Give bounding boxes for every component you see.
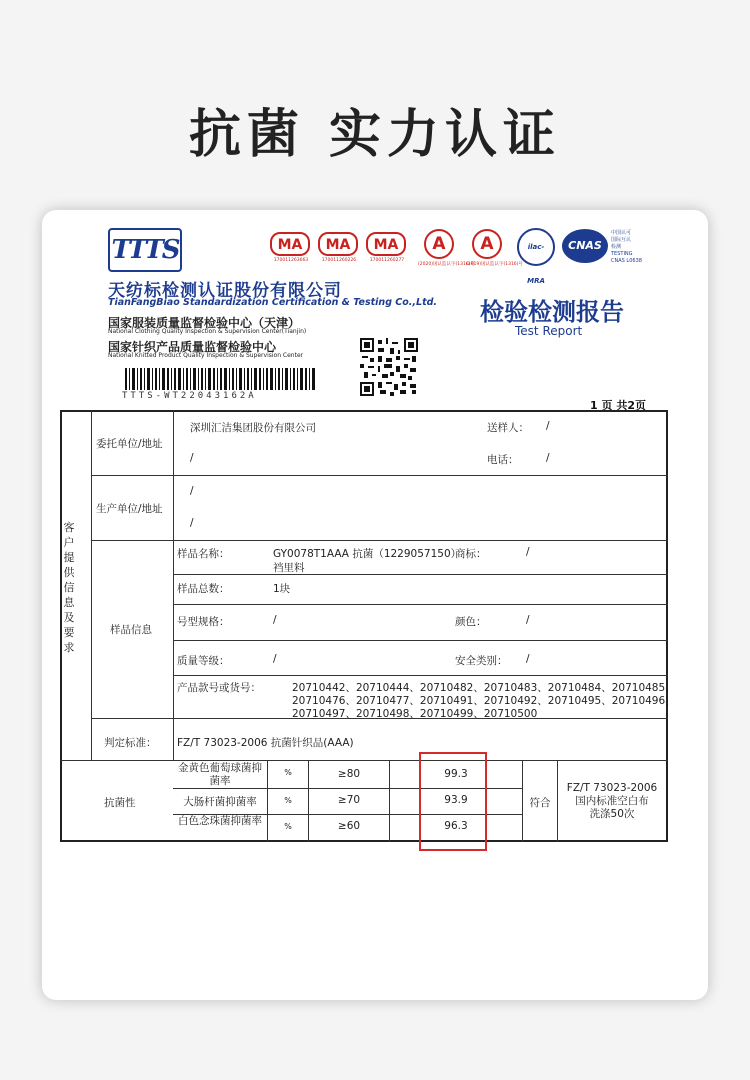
product-no-label: 产品款号或货号： [177,682,261,694]
remark-line: 洗涤50次 [589,808,635,820]
sample-name-label: 样品名称： [177,548,230,560]
cma-mark-2-code: 170011260226 [321,258,357,263]
client-address: / [190,452,194,464]
center2-name-en: National Knitted Product Quality Inspection & Supervision Center [108,352,304,359]
cma-mark-2 [318,232,360,263]
client-name: 深圳汇洁集团股份有限公司 [190,422,316,434]
cma-mark-3-code: 170011260277 [369,258,405,263]
cma-mark-1-code: 170011263663 [273,258,309,263]
conclusion: 符合 [529,797,551,809]
page-number: 1 页 共2页 [590,399,646,412]
safety-value: / [526,653,530,665]
client-label: 委托单位/地址 [96,438,163,450]
sample-count-label: 样品总数： [177,583,230,595]
report-title-cn: 检验检测报告 [480,297,624,326]
barcode [125,368,315,390]
producer-name: / [190,485,194,497]
ilac-mra-logo: ilac-MRA [517,228,555,266]
qr-code [360,338,418,396]
ttts-logo: TTTS [108,228,182,272]
cma-mark-3 [366,232,408,263]
color-label: 颜色： [455,616,487,628]
page-headline: 抗菌 实力认证 [188,105,562,165]
cnas-side-line: CNAS L0638 [611,258,642,264]
model-value: / [273,614,277,626]
sample-info-label: 样品信息 [110,624,152,636]
cma-mark-2-label: MA [318,232,358,256]
cnas-logo: CNAS [562,229,608,263]
barcode-number: TTTS-WT22043162A [122,391,257,401]
row-1-unit: % [284,768,292,777]
row-1-requirement: ≥80 [337,768,361,780]
row-3-requirement: ≥60 [337,820,361,832]
sample-count-value: 1块 [273,583,291,595]
row-1-item: 金黄色葡萄球菌抑菌率 [178,762,262,787]
cnas-side-line: 国际互认 [611,237,632,243]
center1-name-en: National Clothing Quality Inspection & Supervision Center(Tianjin) [108,328,307,335]
cal-mark-2-code: (2019)国认监认字(1316)号 [466,262,523,267]
row-3-result: 96.3 [444,820,468,832]
grade-value: / [273,653,277,665]
cma-mark-1-label: MA [270,232,310,256]
remark-line: FZ/T 73023-2006 [566,782,658,794]
producer-address: / [190,517,194,529]
producer-label: 生产单位/地址 [96,503,163,515]
phone-value: / [546,452,550,464]
row-3-item: 白色念珠菌抑菌率 [178,815,262,827]
row-2-result: 93.9 [444,794,468,806]
antibacterial-label: 抗菌性 [104,797,136,809]
cnas-side-line: TESTING [611,251,633,257]
row-2-item: 大肠杆菌抑菌率 [183,796,257,808]
company-name-cn: 天纺标检测认证股份有限公司 [108,281,342,301]
row-2-requirement: ≥70 [337,794,361,806]
cal-mark-1 [418,229,475,267]
cal-mark-2 [466,229,523,267]
safety-label: 安全类别： [455,655,508,667]
trademark-label: 商标： [455,548,487,560]
row-3-unit: % [284,822,292,831]
trademark-value: / [526,546,530,558]
company-name-en: TianFangBiao Standardization Certification & Testing Co.,Ltd. [108,297,438,308]
section-label: 客户提供信息及要求 [63,521,75,654]
standard-value: FZ/T 73023-2006 抗菌针织品(AAA) [177,737,354,749]
row-2-unit: % [284,796,292,805]
remark-line: 国内标准空白布 [575,795,649,807]
sender-label: 送样人： [487,422,529,434]
cma-mark-3-label: MA [366,232,406,256]
color-value: / [526,614,530,626]
grade-label: 质量等级： [177,655,230,667]
model-label: 号型规格： [177,616,230,628]
row-1-result: 99.3 [444,768,468,780]
sender-value: / [546,420,550,432]
sample-name-value: GY0078T1AAA 抗菌（1229057150） [273,548,462,560]
phone-label: 电话： [487,454,519,466]
product-no-line: 20710476、20710477、20710491、20710492、20710495、20710496、 [292,695,676,707]
cal-mark-1-label: A [424,229,454,259]
sample-name-value-2: 裆里料 [273,562,305,574]
remark [558,782,666,821]
product-no-line: 20710442、20710444、20710482、20710483、20710484、20710485、 [292,682,676,694]
standard-label: 判定标准： [104,737,157,749]
result-highlight-box [419,752,487,851]
product-no-line: 20710497、20710498、20710499、20710500 [292,708,538,720]
cnas-side-line: 检测 [611,244,622,250]
cal-mark-1-code: (2020)国认监认字(1316)号 [418,262,475,267]
cma-mark-1 [270,232,312,263]
center2-name-cn: 国家针织产品质量监督检验中心 [108,340,277,354]
cal-mark-2-label: A [472,229,502,259]
center1-name-cn: 国家服装质量监督检验中心（天津） [108,316,301,330]
report-title-en: Test Report [515,324,583,338]
cnas-side-text [611,230,651,265]
cnas-side-line: 中国认可 [611,230,632,236]
